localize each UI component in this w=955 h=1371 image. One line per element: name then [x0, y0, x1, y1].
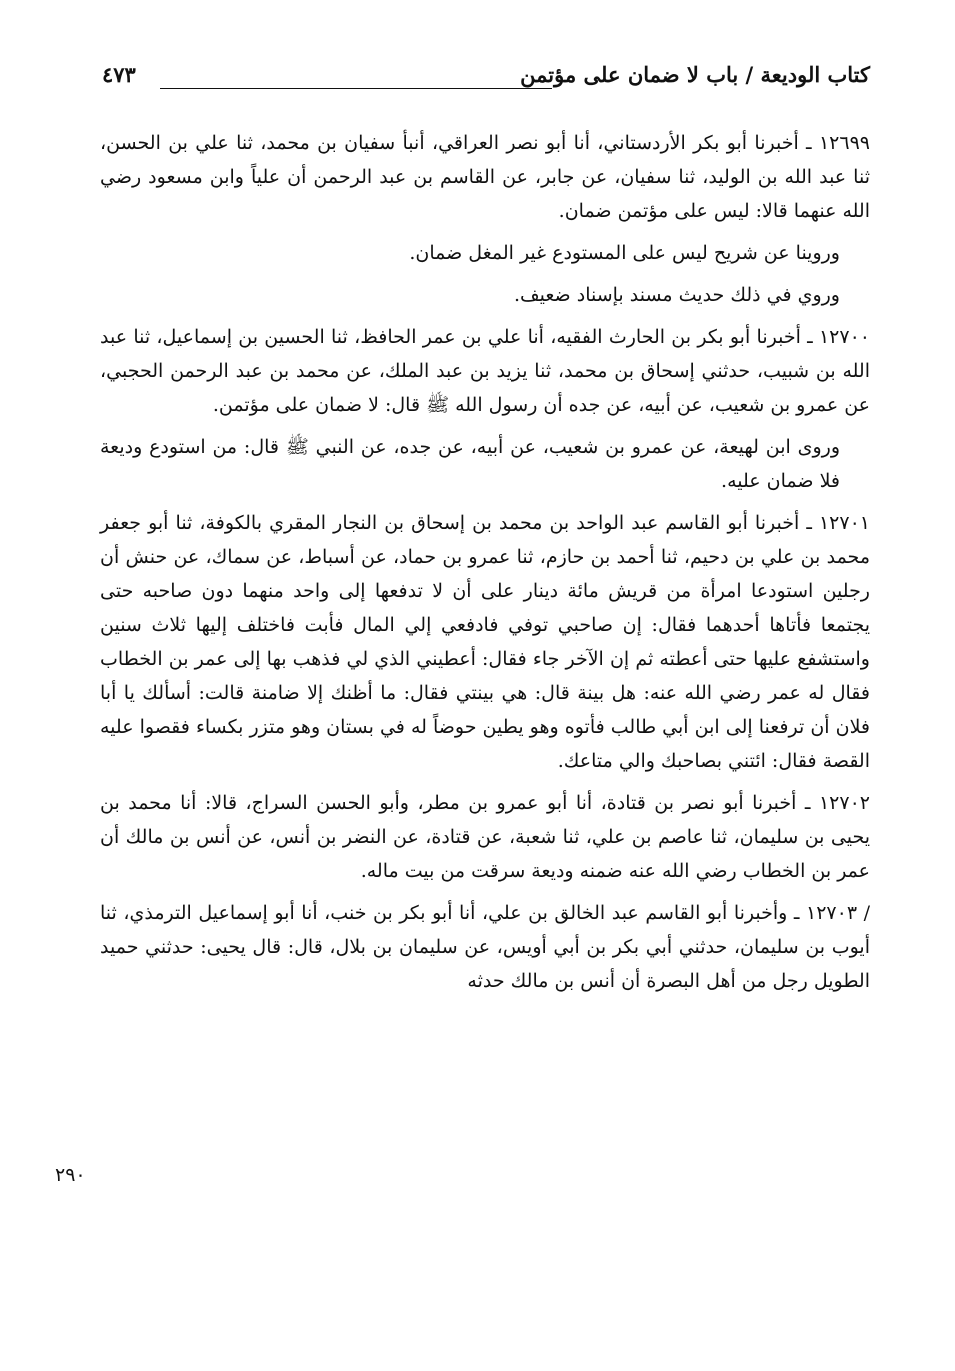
running-header: [102, 62, 870, 102]
margin-page-reference: ٢٩٠: [55, 1164, 86, 1186]
chapter-title: كتاب الوديعة / باب لا ضمان على مؤتمن: [520, 62, 870, 87]
paragraph-shurayh: وروينا عن شريح ليس على المستودع غير المغل ضمان.: [409, 242, 840, 264]
paragraph-12701: ١٢٧٠١ ـ أخبرنا أبو القاسم عبد الواحد بن محمد بن إسحاق بن النجار المقري بالكوفة، ثنا أبو جعفر محمد بن علي بن دحيم، ثنا أحمد بن حازم، ثنا عمرو بن حماد، عن أسباط، عن سماك، عن حنش أن رجلين استودعا امرأة من قريش مائة دينار على أن لا تدفعها إلى واحد منهما دون صاحبه حتى يجتمعا فأتاها أحدهما فقال: إن صاحبي توفي فادفعي إلي المال فأبت فاختلف إليها ثلاث سنين واستشفع عليها حتى أعطته ثم إن الآخر جاء فقال: أعطيني الذي لي فذهب بها إلى عمر بن الخطاب فقال له عمر رضي الله عنه: هل بينة قال: هي بينتي فقال: ما أظنك إلا ضامنة قالت: أسألك يا أبا فلان أن ترفعنا إلى ابن أبي طالب فأتوه وهو يطين حوضاً له في بستان وهو متزر بكساء فقصوا عليه القصة فقال: ائتني بصاحبك والي متاعك.: [100, 512, 870, 772]
paragraph-12700: ١٢٧٠٠ ـ أخبرنا أبو بكر بن الحارث الفقيه، أنا علي بن عمر الحافظ، ثنا الحسين بن إسماعيل، ثنا عبد الله بن شبيب، حدثني إسحاق بن محمد، ثنا يزيد بن عبد الملك، عن محمد بن عبد الرحمن الحجبي، عن عمرو بن شعيب، عن أبيه، عن جده أن رسول الله ﷺ قال: لا ضمان على مؤتمن.: [100, 326, 870, 416]
page-number: ٤٧٣: [102, 62, 136, 87]
paragraph-ibn-lahia: وروى ابن لهيعة، عن عمرو بن شعيب، عن أبيه، عن جده، عن النبي ﷺ قال: من استودع وديعة فلا ضمان عليه.: [100, 436, 840, 492]
main-text: [100, 126, 870, 1006]
paragraph-12702: ١٢٧٠٢ ـ أخبرنا أبو نصر بن قتادة، أنا أبو عمرو بن مطر، وأبو الحسن السراج، قالا: أنا محمد بن يحيى بن سليمان، ثنا عاصم بن علي، ثنا شعبة، عن قتادة، عن النضر بن أنس، عن أنس بن مالك أن عمر بن الخطاب رضي الله عنه ضمنه وديعة سرقت من بيت ماله.: [100, 792, 870, 882]
header-rule: [160, 88, 552, 89]
paragraph-12699: ١٢٦٩٩ ـ أخبرنا أبو بكر الأردستاني، أنا أبو نصر العراقي، أنبأ سفيان بن محمد، ثنا علي بن الحسن، ثنا عبد الله بن الوليد، ثنا سفيان، عن جابر، عن القاسم بن عبد الرحمن أن علياً وابن مسعود رضي الله عنهما قالا: ليس على مؤتمن ضمان.: [100, 132, 870, 222]
paragraph-12703: / ١٢٧٠٣ ـ وأخبرنا أبو القاسم عبد الخالق بن علي، أنا أبو بكر بن خنب، أنا أبو إسماعيل الترمذي، ثنا أيوب بن سليمان، حدثني أبي بكر بن أبي أويس، عن سليمان بن بلال، قال: قال يحيى: حدثني حميد الطويل رجل من أهل البصرة أن أنس بن مالك حدثه: [100, 902, 870, 992]
paragraph-weak-hadith: وروي في ذلك حديث مسند بإسناد ضعيف.: [513, 284, 840, 306]
